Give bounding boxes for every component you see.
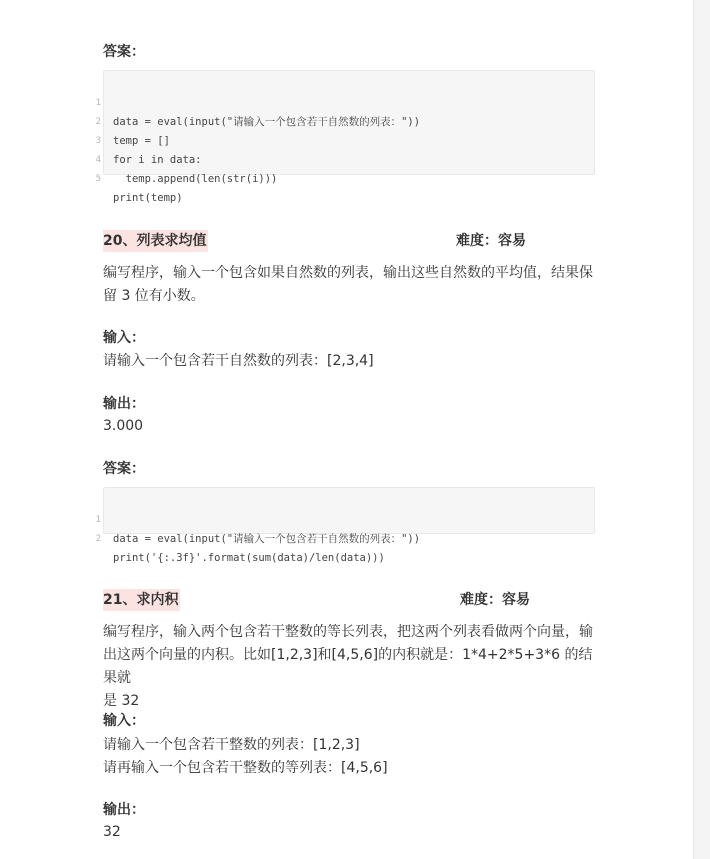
code-text: print('{:.3f}'.format(sum(data)/len(data))) (113, 552, 385, 564)
code-block-q20 (95, 487, 595, 564)
output-label: 输出： (103, 396, 145, 412)
description-line: 编写程序，输入一个包含如果自然数的列表，输出这些自然数的平均值，结果保 (103, 265, 593, 281)
code-line (95, 492, 421, 545)
line-number: 5 (95, 174, 101, 184)
line-number: 2 (95, 117, 101, 127)
question-description (103, 262, 595, 308)
question-description (103, 621, 595, 713)
answer-label: 答案： (103, 461, 145, 477)
code-text: for i in data: (113, 154, 202, 166)
difficulty-label: 难度：容易 (456, 233, 526, 249)
code-line (95, 75, 421, 128)
difficulty-label: 难度：容易 (460, 592, 530, 608)
input-example: 请输入一个包含若干整数的列表：[1,2,3] (103, 737, 360, 753)
line-number: 1 (95, 98, 101, 108)
answer-label: 答案： (103, 44, 145, 60)
code-text: temp = [] (113, 135, 170, 147)
input-example: 请再输入一个包含若干整数的等列表：[4,5,6] (103, 760, 388, 776)
input-label: 输入： (103, 713, 145, 729)
code-text: data = eval(input("请输入一个包含若干自然数的列表：")) (113, 533, 421, 545)
code-text: data = eval(input("请输入一个包含若干自然数的列表：")) (113, 116, 421, 128)
description-line: 留 3 位有小数。 (103, 288, 205, 304)
section-title: 20、列表求均值 (103, 230, 208, 252)
section-title: 21、求内积 (103, 589, 180, 611)
description-line: 是 32 (103, 693, 140, 709)
code-text: temp.append(len(str(i))) (113, 173, 278, 185)
page-right-edge (693, 0, 710, 859)
line-number: 3 (95, 136, 101, 146)
code-line (95, 94, 170, 147)
code-text: print(temp) (113, 192, 183, 204)
input-label: 输入： (103, 330, 145, 346)
output-example: 3.000 (103, 418, 144, 434)
code-block-q19 (95, 70, 595, 204)
description-line: 出这两个向量的内积。比如[1,2,3]和[4,5,6]的内积就是：1*4+2*5+3*6 的结果就 (103, 647, 593, 686)
line-number: 4 (95, 155, 101, 165)
line-number: 2 (95, 534, 101, 544)
description-line: 编写程序，输入两个包含若干整数的等长列表，把这两个列表看做两个向量，输 (103, 624, 593, 640)
line-number: 1 (95, 515, 101, 525)
section-header-q20 (103, 230, 595, 252)
input-example: 请输入一个包含若干自然数的列表：[2,3,4] (103, 353, 374, 369)
output-example: 32 (103, 824, 121, 840)
section-header-q21 (103, 589, 595, 611)
output-label: 输出： (103, 802, 145, 818)
